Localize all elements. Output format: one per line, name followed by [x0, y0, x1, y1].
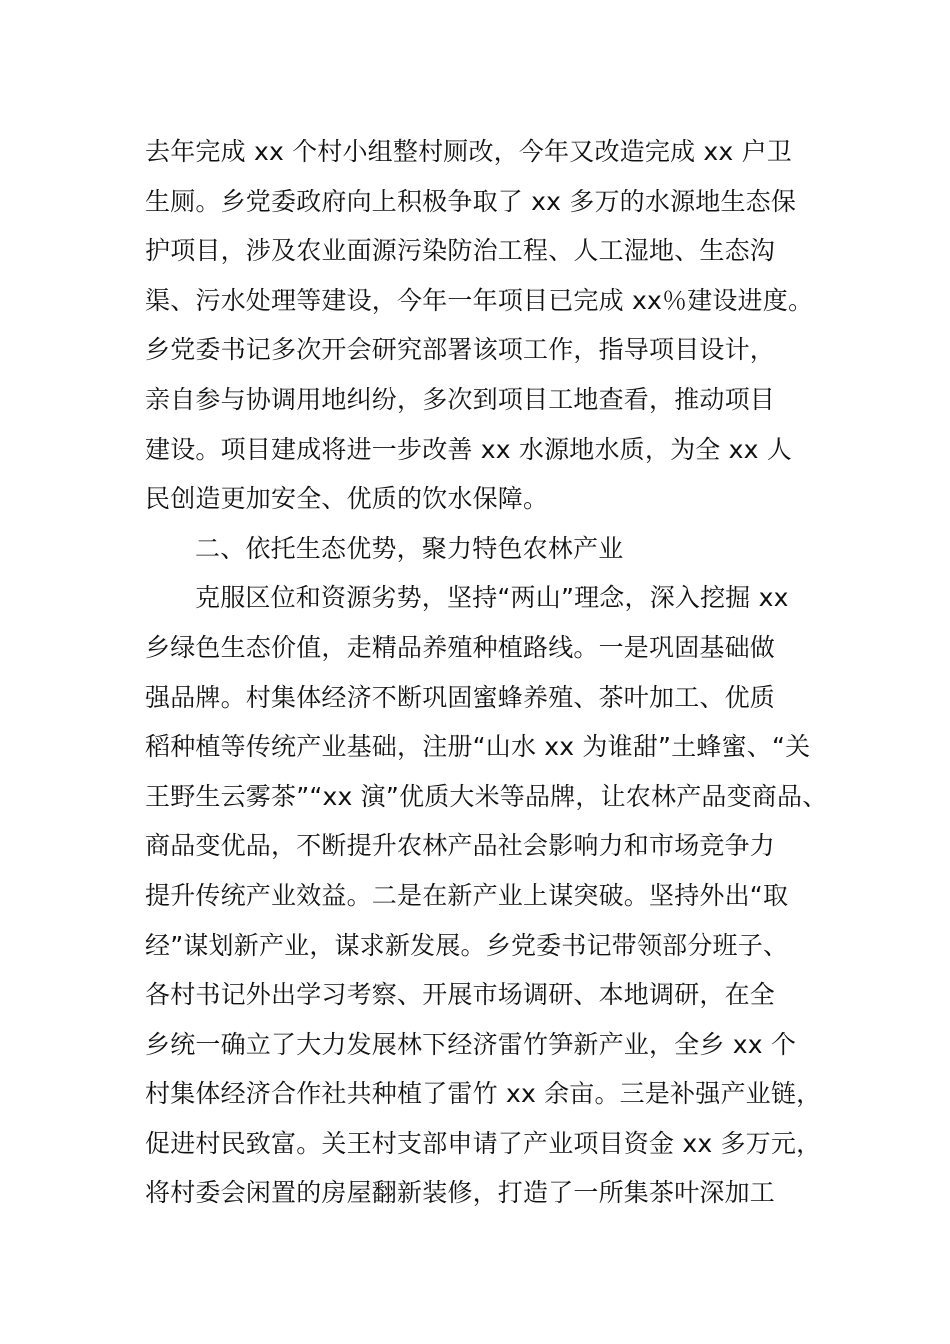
text-line-17: 经”谋划新产业，谋求新发展。乡党委书记带领部分班子、 [145, 930, 789, 960]
text-line-7: 建设。项目建成将进一步改善 xx 水源地水质，为全 xx 人 [145, 434, 792, 464]
text-line-6: 亲自参与协调用地纠纷，多次到项目工地查看，推动项目 [145, 384, 776, 414]
text-line-16: 提升传统产业效益。二是在新产业上谋突破。坚持外出“取 [145, 880, 789, 910]
text-line-13: 稻种植等传统产业基础，注册“山水 xx 为谁甜”土蜂蜜、“关 [145, 732, 811, 762]
section-heading: 二、依托生态优势，聚力特色农林产业 [195, 533, 624, 563]
text-line-5: 乡党委书记多次开会研究部署该项工作，指导项目设计， [145, 335, 776, 365]
body-text [145, 127, 835, 1218]
paragraph-first-line: 克服区位和资源劣势，坚持“两山”理念，深入挖掘 xx [195, 583, 789, 613]
text-line-22: 将村委会闲置的房屋翻新装修，打造了一所集茶叶深加工 [145, 1178, 776, 1208]
text-line-18: 各村书记外出学习考察、开展市场调研、本地调研，在全 [145, 980, 776, 1010]
text-line-19: 乡统一确立了大力发展林下经济雷竹笋新产业，全乡 xx 个 [145, 1029, 797, 1059]
text-line-4: 渠、污水处理等建设，今年一年项目已完成 xx％建设进度。 [145, 285, 814, 315]
text-line-20: 村集体经济合作社共种植了雷竹 xx 余亩。三是补强产业链， [145, 1079, 822, 1109]
text-line-15: 商品变优品，不断提升农林产品社会影响力和市场竞争力 [145, 831, 776, 861]
text-line-8: 民创造更加安全、优质的饮水保障。 [145, 484, 549, 514]
text-line-12: 强品牌。村集体经济不断巩固蜜蜂养殖、茶叶加工、优质 [145, 682, 776, 712]
text-line-11: 乡绿色生态价值，走精品养殖种植路线。一是巩固基础做 [145, 632, 776, 662]
text-line-3: 护项目，涉及农业面源污染防治工程、人工湿地、生态沟 [145, 236, 776, 266]
text-line-2: 生厕。乡党委政府向上积极争取了 xx 多万的水源地生态保 [145, 186, 797, 216]
text-line-14: 王野生云雾茶”“xx 演”优质大米等品牌，让农林产品变商品、 [145, 781, 828, 811]
text-line-1: 去年完成 xx 个村小组整村厕改，今年又改造完成 xx 户卫 [145, 137, 792, 166]
text-line-21: 促进村民致富。关王村支部申请了产业项目资金 xx 多万元， [145, 1128, 822, 1158]
